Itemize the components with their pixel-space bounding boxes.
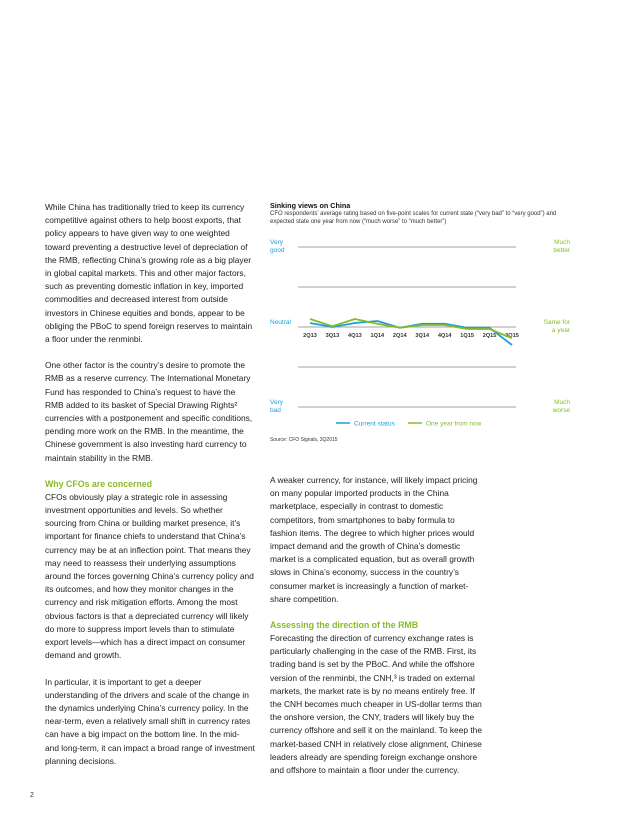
left-scale-label: Very — [270, 239, 284, 246]
series-line-one-year-from-now — [310, 319, 512, 338]
x-tick-label: 1Q15 — [460, 333, 474, 339]
body-paragraph: Forecasting the direction of currency exchange rates is particularly challenging in the case of the RMB. First, its trading band is set by the PBoC. And while the offshore version of the renminbi, the CNH,³ is traded on external markets, the market rate is by no means entirely free. If the CNH becomes much cheaper in US-dollar terms than the onshore version, the CNY, traders will likely buy the currency offshore and sell it on the mainland. To keep the market-based CNH in relatively close alignment, Chinese leaders already are spending foreign exchange onshore and offshore to maintain a floor under the currency. — [270, 633, 482, 776]
x-tick-label: 4Q13 — [348, 333, 362, 339]
figure — [270, 201, 570, 451]
legend-label: One year from now — [426, 420, 482, 428]
right-scale-label: Much — [554, 399, 570, 406]
section-heading: Assessing the direction of the RMB — [270, 620, 419, 631]
x-tick-label: 2Q13 — [303, 333, 317, 339]
left-scale-label: Very — [270, 399, 284, 406]
body-paragraph: In particular, it is important to get a deeper understanding of the drivers and scale of the change in the dynamics underlying China’s currency policy. In the near-term, even a relatively small shift in currency rates can have a big impact on the bottom line. In the mid- and long-term, it can impact a broad range of investment planning decisions. — [45, 676, 255, 766]
right-scale-label: Much — [554, 239, 570, 246]
x-tick-label: 4Q14 — [437, 333, 452, 339]
x-tick-label: 2Q15 — [482, 333, 497, 339]
right-scale-label: Same for — [543, 319, 570, 326]
x-tick-label: 1Q14 — [370, 333, 385, 339]
x-tick-label: 3Q14 — [415, 333, 430, 339]
section-heading: Why CFOs are concerned — [45, 478, 153, 489]
figure-source: Source: CFO Signals, 3Q2015 — [270, 437, 338, 443]
legend-label: Current status — [354, 420, 395, 428]
right-scale-label: a year — [551, 327, 570, 334]
x-tick-label: 2Q14 — [392, 333, 407, 339]
right-column — [270, 474, 482, 790]
page-number: 2 — [30, 792, 34, 799]
right-scale-label: better — [553, 247, 570, 254]
left-scale-label: good — [270, 247, 285, 254]
figure-title: Sinking views on China — [270, 201, 351, 210]
right-scale-label: worse — [552, 407, 570, 414]
left-scale-label: Neutral — [270, 319, 291, 326]
left-scale-label: bad — [270, 407, 281, 414]
x-tick-label: 3Q13 — [325, 333, 340, 339]
body-paragraph: While China has traditionally tried to keep its currency competitive against others to help boost exports, that policy appears to have given way to one weighted toward preventing a destructive level of depreciation of the RMB, reflecting China’s growing role as a big player in global capital markets. This and other major factors, such as preventing domestic inflation in key, imported commodities and decreased interest from outside investors in Chinese equities and bonds, appear to be obliging the PBoC to spend foreign reserves to maintain a floor under the renminbi. — [45, 202, 253, 345]
x-tick-label: 3Q15 — [505, 333, 519, 339]
figure-subtitle: CFO respondents’ average rating based on five-point scales for current state (“very bad” to “very good”) and expected state one year from now (“much worse” to “much better”) — [270, 211, 557, 225]
body-paragraph: CFOs obviously play a strategic role in assessing investment opportunities and levels. So whether sourcing from China or building market presence, it’s important for finance chiefs to understand that China’s currency may be at an inflection point. That means they may need to reassess their underlying assumptions around the forces governing China’s currency policy and its outcomes, and how they monitor changes in the currency and risk mitigation efforts. Among the most obvious factors is that a depreciated currency will likely do more to suppress import levels than to stimulate export levels—which has a direct impact on consumer demand and growth. — [45, 491, 254, 661]
line-chart — [270, 233, 570, 433]
body-paragraph: One other factor is the country’s desire to promote the RMB as a reserve currency. The International Monetary Fund has responded to China’s request to have the RMB added to its basket of Special Drawing Rights² currencies with a postponement and specific conditions, pending more work on the RMB. In the meantime, the Chinese government is also investing hard currency to maintain stability in the RMB. — [45, 360, 253, 463]
body-paragraph: A weaker currency, for instance, will likely impact pricing on many popular imported products in the China marketplace, especially in contrast to domestic competitors, from smartphones to baby formula to fashion items. The degree to which higher prices would impact demand and the growth of China’s domestic market is a complicated equation, but as overall growth slows in China’s economy, success in the country’s consumer market is increasingly a function of market-share competition. — [270, 475, 478, 604]
left-column — [45, 201, 255, 781]
